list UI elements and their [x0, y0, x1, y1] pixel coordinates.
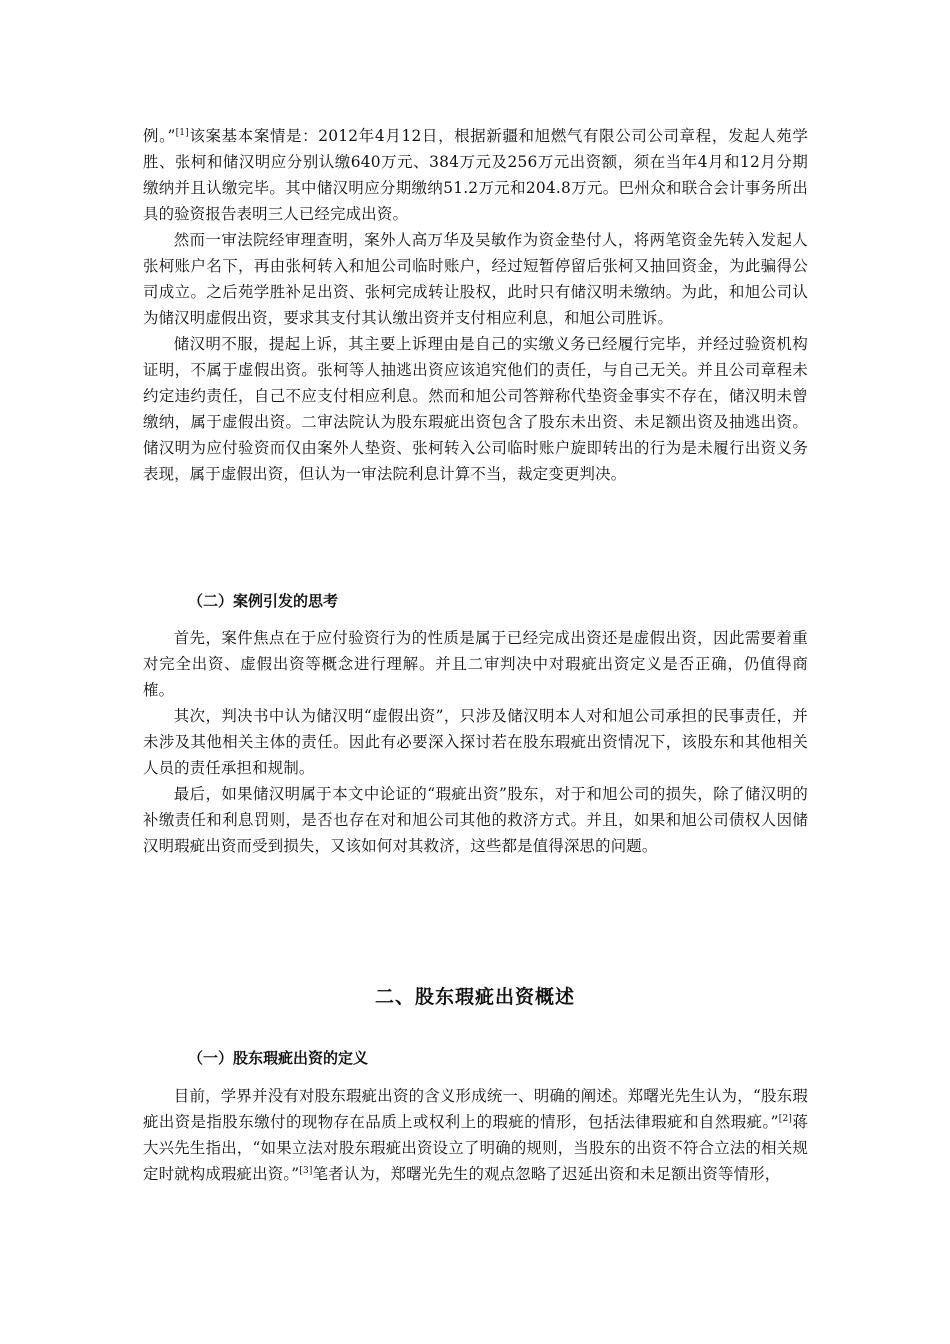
- paragraph-text: 该案基本案情是：2012年4月12日，根据新疆和旭燃气有限公司公司章程，发起人苑学胜、张柯和储汉明应分别认缴640万元、384万元及256万元出资额，须在当年4月和12月分期缴纳并且认缴完毕。其中储汉明应分期缴纳51.2万元和204.8万元。巴州众和联合会计事务所出具的验资报告表明三人已经完成出资。: [143, 127, 808, 223]
- footnote-ref: [3]: [299, 1166, 313, 1176]
- paragraph-second: 其次，判决书中认为储汉明“虚假出资”，只涉及储汉明本人对和旭公司承担的民事责任，并未涉及其他相关主体的责任。因此有必要深入探讨若在股东瑕疵出资情况下，该股东和其他相关人员的责任承担和规制。: [143, 707, 808, 777]
- paragraph-text: 目前，学界并没有对股东瑕疵出资的含义形成统一、明确的阐述。郑曙光先生认为，“股东瑕疵出资是指股东缴付的现物存在品质上或权利上的瑕疵的情形，包括法律瑕疵和自然瑕疵。”: [143, 1087, 808, 1131]
- subsection-heading-case-thoughts: （二）案例引发的思考: [188, 592, 339, 610]
- paragraph-text: 笔者认为，郑曙光先生的观点忽略了迟延出资和未足额出资等情形，: [312, 1165, 781, 1183]
- paragraph-text: 蒋大兴先生指出，“如果立法对股东瑕疵出资设立了明确的规则，当股东的出资不符合立法的相关规定时就构成瑕疵出资。”: [143, 1113, 808, 1183]
- paragraph-definition: [143, 1083, 808, 1187]
- footnote-ref: [1]: [175, 128, 189, 138]
- case-thoughts-block: [143, 625, 808, 859]
- case-facts-block: [143, 123, 808, 487]
- paragraph-appeal: 储汉明不服，提起上诉，其主要上诉理由是自己的实缴义务已经履行完毕，并经过验资机构证明，不属于虚假出资。张柯等人抽逃出资应该追究他们的责任，与自己无关。并且公司章程未约定违约责任，自己不应支付相应利息。然而和旭公司答辩称代垫资金事实不存在，储汉明未曾缴纳，属于虚假出资。二审法院认为股东瑕疵出资包含了股东未出资、未足额出资及抽逃出资。储汉明为应付验资而仅由案外人垫资、张柯转入公司临时账户旋即转出的行为是未履行出资义务表现，属于虚假出资，但认为一审法院利息计算不当，裁定变更判决。: [143, 335, 808, 483]
- section-heading: 二、股东瑕疵出资概述: [374, 986, 575, 1008]
- subsection-heading-definition: （一）股东瑕疵出资的定义: [188, 1049, 369, 1067]
- definition-block: [143, 1083, 808, 1187]
- footnote-ref: [2]: [778, 1114, 793, 1124]
- paragraph-text: 例。”: [143, 127, 176, 145]
- paragraph-first: 首先，案件焦点在于应付验资行为的性质是属于已经完成出资还是虚假出资，因此需要着重对完全出资、虚假出资等概念进行理解。并且二审判决中对瑕疵出资定义是否正确，仍值得商榷。: [143, 629, 808, 699]
- paragraph-case-summary: [143, 123, 808, 227]
- paragraph-first-instance: 然而一审法院经审理查明，案外人高万华及吴敏作为资金垫付人，将两笔资金先转入发起人张柯账户名下，再由张柯转入和旭公司临时账户，经过短暂停留后张柯又抽回资金，为此骗得公司成立。之后苑学胜补足出资、张柯完成转让股权，此时只有储汉明未缴纳。为此，和旭公司认为储汉明虚假出资，要求其支付其认缴出资并支付相应利息，和旭公司胜诉。: [143, 231, 808, 327]
- paragraph-third: 最后，如果储汉明属于本文中论证的“瑕疵出资”股东，对于和旭公司的损失，除了储汉明的补缴责任和利息罚则，是否也存在对和旭公司其他的救济方式。并且，如果和旭公司债权人因储汉明瑕疵出资而受到损失，又该如何对其救济，这些都是值得深思的问题。: [143, 785, 808, 855]
